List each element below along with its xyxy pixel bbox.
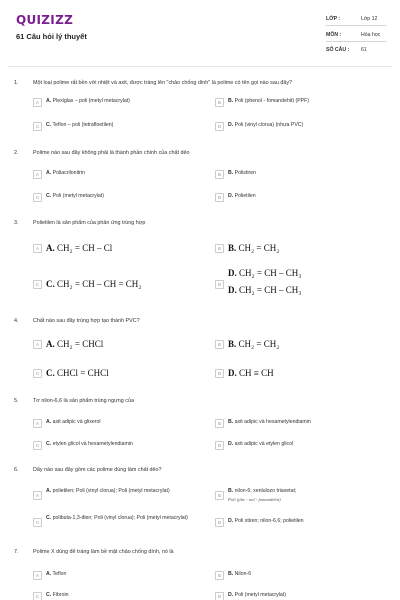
option-text: A. axit adipic và glixerol [46,419,101,425]
option-text: A. Plexiglas – poli (metyl metacrylat) [46,98,130,104]
option-letter-box: A [33,419,42,428]
question-text: Polime X dùng để tráng làm bề mặt chảo chống dính, nó là [33,549,174,555]
option-letter-box: B [215,340,224,349]
option-text: A. Teflon [46,571,67,577]
option-text: D. CH₂ = CH – CH₃ [228,268,302,278]
option-text: B. CH₂ = CH₂ [228,339,280,349]
option-text: D. axit adipic và etylen glicol [228,441,294,447]
option-text: D. Poli (vinyl clorua) (nhựa PVC) [228,122,304,128]
option-letter-box: C [33,592,42,600]
option-letter-box: C [33,441,42,450]
option-letter-box: D [215,369,224,378]
option-letter-box: A [33,491,42,500]
option-letter-box: D [215,280,224,289]
option-letter-box: A [33,244,42,253]
option-text: A. CH₂ = CH – Cl [46,243,113,253]
option-subtext: Poli (phe - nol - fomandehit) [228,497,281,502]
option-text: C. polibuta-1,3-đien; Poli (vinyl clorua); Poli (metyl metacrylat) [46,515,188,521]
option-letter-box: B [215,491,224,500]
option-text: D. Poli (metyl metacrylat) [228,592,286,598]
option-letter-box: C [33,280,42,289]
meta-class-value: Lớp 12 [361,16,378,22]
question-text: Polime nào sau đây không phải là thành phần chính của chất dẻo [33,150,190,156]
question-number: 5. [14,398,19,404]
question-text: Polietilen là sản phẩm của phản ứng trùng hợp [33,220,146,226]
option-letter-box: C [33,193,42,202]
question-number: 4. [14,318,19,324]
option-text: C. Fibroin [46,592,69,598]
option-letter-box: A [33,571,42,580]
option-letter-box: A [33,170,42,179]
option-text: D. Polietilen [228,193,256,199]
option-letter-box: D [215,518,224,527]
option-text: C. CH₂ = CH – CH = CH₂ [46,279,142,289]
option-text-duplicate: D. CH₂ = CH – CH₃ [228,285,302,295]
option-letter-box: C [33,369,42,378]
option-letter-box: C [33,518,42,527]
option-text: C. Teflon – poli (tetrafloetilen) [46,122,114,128]
option-text: A. polietilen; Poli (vinyl clorua); Poli (metyl metacrylat) [46,488,170,494]
meta-divider [326,25,386,26]
option-text: A. Poliacrilonitrin [46,170,85,176]
option-letter-box: D [215,122,224,131]
meta-count-key: SỐ CÂU : [326,47,350,53]
meta-subject-key: MÔN : [326,32,342,38]
question-number: 7. [14,549,19,555]
option-letter-box: D [215,441,224,450]
option-letter-box: B [215,98,224,107]
option-text: D. Poli stiren; nilon-6,6; polietilen [228,518,304,524]
option-text: B. Nilon-6 [228,571,252,577]
worksheet-title: 61 Câu hỏi lý thuyết [16,32,87,41]
option-text: B. CH₂ = CH₂ [228,243,280,253]
worksheet-header [0,0,400,62]
option-letter-box: B [215,571,224,580]
option-letter-box: B [215,170,224,179]
option-letter-box: A [33,340,42,349]
header-divider [8,66,392,67]
meta-divider [326,41,386,42]
question-number: 1. [14,80,19,86]
meta-class-key: LỚP : [326,16,341,22]
option-text: B. Polistiren [228,170,256,176]
option-letter-box: C [33,122,42,131]
question-text: Một loại polime rất bền với nhiệt và axit, được tráng lên "chảo chống dính" là polime có tên gọi nào sau đây? [33,80,293,86]
option-text: C. CHCl = CHCl [46,368,109,378]
meta-subject-value: Hóa học [361,32,381,38]
meta-count-value: 61 [361,47,367,53]
option-text: B. axit adipic và hexametylendiamin [228,419,311,425]
question-number: 3. [14,220,19,226]
question-text: Tơ nilon-6,6 là sản phẩm trùng ngưng của [33,398,134,404]
quizizz-logo: QUIZIZZ [16,13,74,27]
option-text: C. etylen glicol và hexametylendiamin [46,441,133,447]
option-text: C. Poli (metyl metacrylat) [46,193,104,199]
option-letter-box: D [215,193,224,202]
option-text: D. CH ≡ CH [228,368,274,378]
question-number: 6. [14,467,19,473]
option-text: B. Poli (phenol - fomandehit) (PPF) [228,98,310,104]
option-text: A. CH₂ = CHCl [46,339,104,349]
option-letter-box: A [33,98,42,107]
option-letter-box: D [215,592,224,600]
option-letter-box: B [215,244,224,253]
question-number: 2. [14,150,19,156]
option-text: B. nilon-6; xenlulozo triaxetat; [228,488,297,494]
question-text: Dãy nào sau đây gồm các polime dùng làm chất dẻo? [33,467,162,473]
option-letter-box: B [215,419,224,428]
question-text: Chất nào sau đây trùng hợp tạo thành PVC? [33,318,140,324]
